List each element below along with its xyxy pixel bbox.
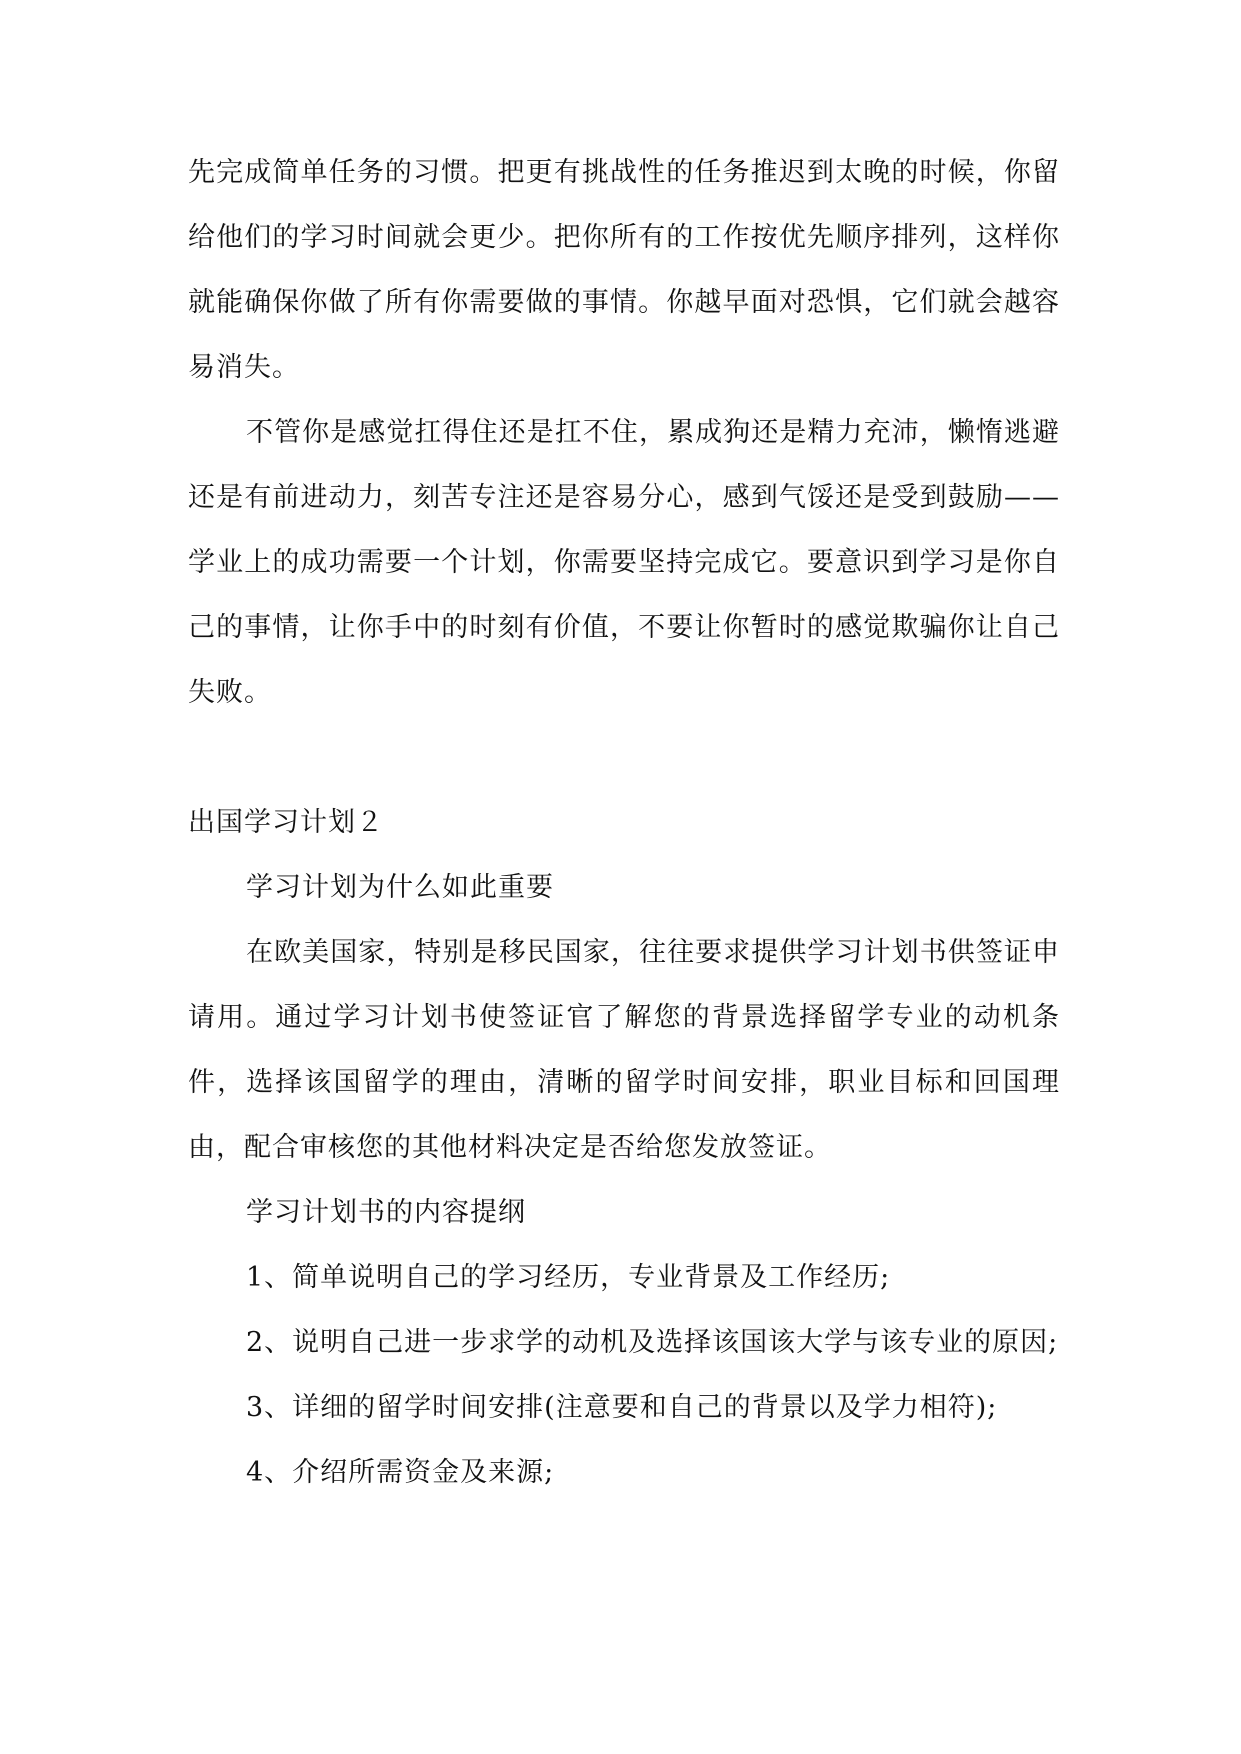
section-spacer [188,725,1060,790]
subheading-importance: 学习计划为什么如此重要 [246,872,554,903]
paragraph-habit: 先完成简单任务的习惯。把更有挑战性的任务推迟到太晚的时候，你留给他们的学习时间就会更少。把你所有的工作按优先顺序排列，这样你就能确保你做了所有你需要做的事情。你越早面对恐惧，它们就会越容易消失。 [188,157,1060,383]
list-item: 4、介绍所需资金及来源; [246,1457,555,1488]
paragraph-visa-study-plan: 在欧美国家，特别是移民国家，往往要求提供学习计划书供签证申请用。通过学习计划书使签证官了解您的背景选择留学专业的动机条件，选择该国留学的理由，清晰的留学时间安排，职业目标和回国理由，配合审核您的其他材料决定是否给您发放签证。 [188,937,1060,1163]
section-title: 出国学习计划２ [188,807,384,838]
paragraph-plan-persistence: 不管你是感觉扛得住还是扛不住，累成狗还是精力充沛，懒惰逃避还是有前进动力，刻苦专注还是容易分心，感到气馁还是受到鼓励——学业上的成功需要一个计划，你需要坚持完成它。要意识到学习是你自己的事情，让你手中的时刻有价值，不要让你暂时的感觉欺骗你让自己失败。 [188,417,1060,708]
list-item: 2、说明自己进一步求学的动机及选择该国该大学与该专业的原因; [246,1327,1059,1358]
list-item: 1、简单说明自己的学习经历，专业背景及工作经历; [246,1262,891,1293]
list-item: 3、详细的留学时间安排(注意要和自己的背景以及学力相符); [246,1392,998,1423]
subheading-outline: 学习计划书的内容提纲 [246,1197,526,1228]
document-page [188,140,1060,1505]
